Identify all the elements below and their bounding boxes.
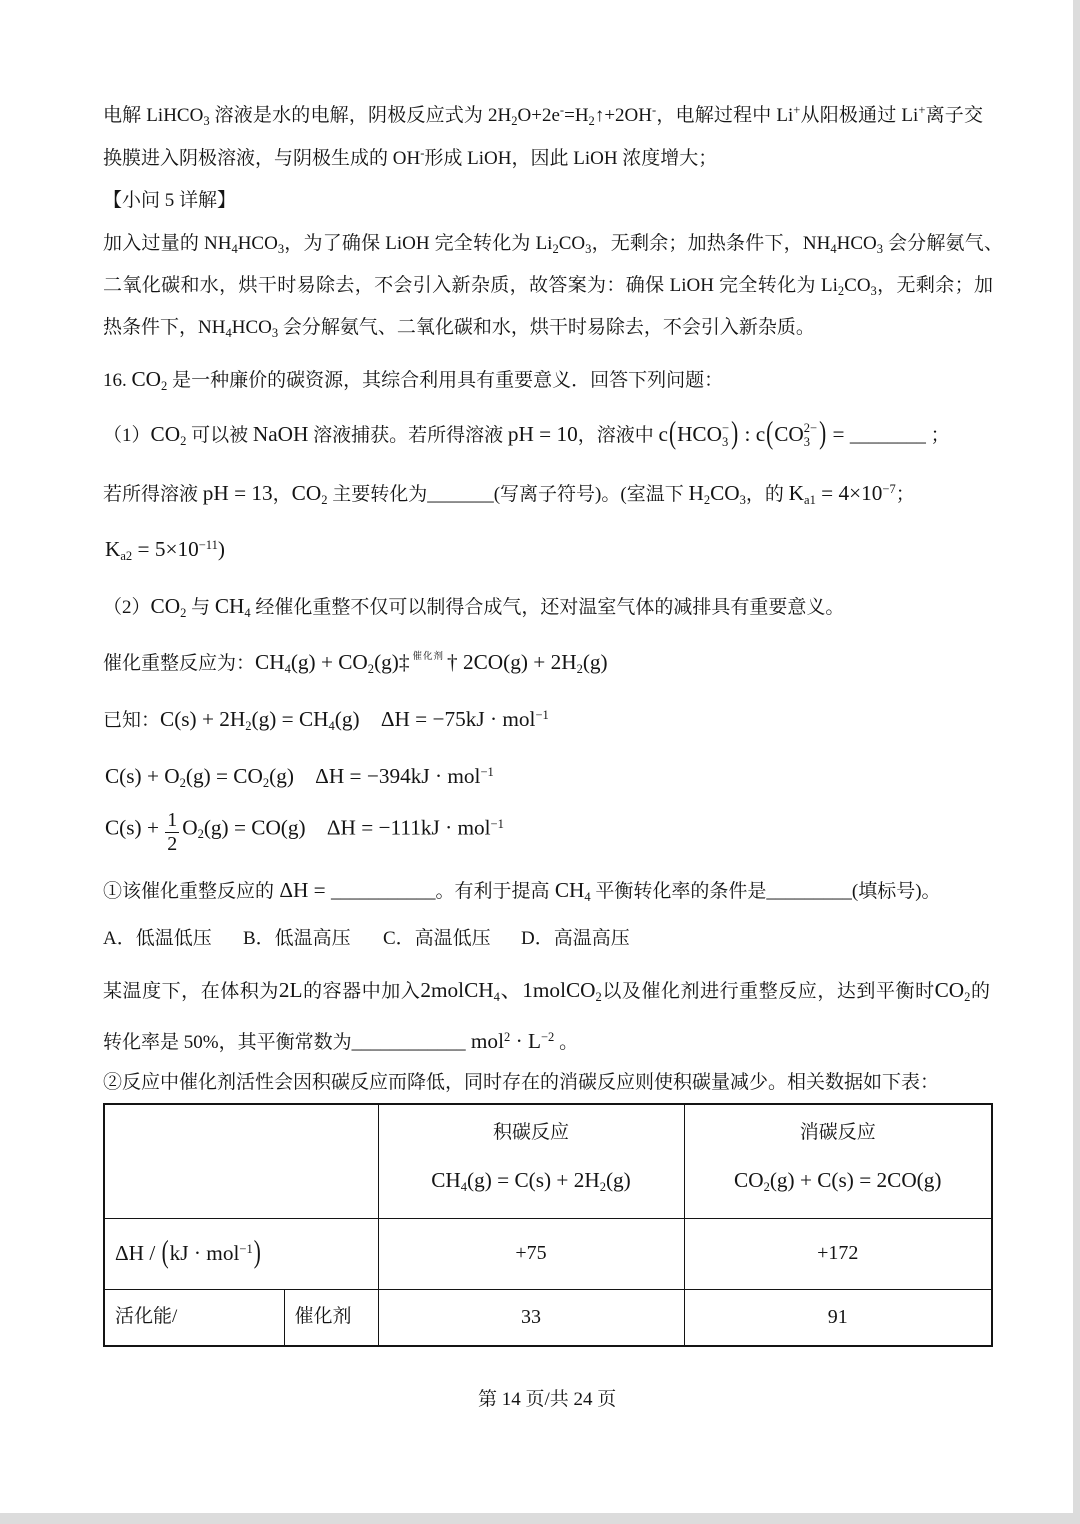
text-run: 催化重整反应为：: [103, 653, 256, 674]
math-text: (g) = CH: [251, 707, 329, 731]
text-run: ，无剩余；加: [876, 275, 993, 296]
math-text: CO: [150, 422, 181, 446]
text-run: HCO: [836, 233, 877, 254]
text-run: 平衡转化率的条件是_________(填标号)。: [590, 881, 941, 902]
catalyst-label: 催化剂: [412, 651, 445, 662]
text-run: HCO: [237, 233, 278, 254]
text-run: O+2e: [517, 105, 560, 126]
text-run: 经催化重整不仅可以制得合成气，还对温室气体的减排具有重要意义。: [250, 597, 845, 618]
math-text: (g): [582, 650, 608, 674]
sub-question-1: [103, 877, 941, 905]
subscript: 4: [225, 326, 232, 340]
math-text: pH = 10: [507, 422, 578, 446]
text-run: 。: [554, 1032, 579, 1053]
superscript: -: [420, 146, 425, 161]
text-run: 转化率是 50%，其平衡常数为____________: [103, 1032, 466, 1053]
math-text: C(s) + 2H: [160, 707, 246, 731]
large-parenthesis: (: [766, 414, 774, 451]
text-run: （1）: [103, 425, 151, 446]
math-text: = 5×10: [132, 537, 199, 561]
subscript: 3: [277, 242, 285, 256]
ion-charge-superscript: −: [721, 421, 730, 436]
subscript: 2: [964, 990, 971, 1004]
table-corner-cell: [104, 1104, 378, 1218]
superscript: −7: [882, 482, 896, 497]
subscript: 2: [599, 1180, 606, 1194]
large-parenthesis: (: [668, 414, 677, 451]
table-row-activation-energy: [104, 1289, 992, 1346]
math-text: 、1molCO: [499, 978, 596, 1002]
subscript: 4: [284, 662, 291, 676]
math-text: (g) + CO: [290, 650, 368, 674]
fraction-numerator: 1: [167, 809, 178, 831]
large-parenthesis: ): [819, 414, 827, 451]
subscript: 2: [262, 776, 270, 790]
text-run: ，无剩余；加热条件下，NH: [591, 233, 831, 254]
subscript: 2: [367, 662, 375, 676]
math-text: ): [217, 537, 225, 561]
math-text: mol: [465, 1029, 504, 1053]
math-text: = 4×10: [815, 481, 883, 505]
subscript: 3: [876, 242, 883, 256]
subscript: 3: [271, 326, 279, 340]
text-run: 溶液捕获。若所得溶液: [308, 425, 508, 446]
superscript: −1: [535, 708, 549, 723]
column-equation: [685, 1165, 992, 1197]
text-run: ↑+2OH: [594, 105, 652, 126]
charge-index-stack: [804, 422, 817, 450]
math-text: CH: [214, 594, 245, 618]
text-run: 若所得溶液: [103, 484, 203, 505]
math-text: O: [182, 815, 198, 840]
text-run: 形成 LiOH，因此 LiOH 浓度增大；: [424, 148, 718, 169]
superscript: −1: [480, 765, 494, 780]
ion-charge-superscript: 2−: [803, 421, 818, 436]
subscript: 3: [585, 242, 592, 256]
math-text: (g) = CO: [185, 764, 263, 788]
large-parenthesis: ): [731, 414, 739, 451]
carbon-reaction-data-table: [103, 1103, 993, 1347]
text-run: ，为了确保 LiOH 完全转化为 Li: [284, 233, 553, 254]
superscript: −1: [239, 1241, 253, 1256]
subscript: 2: [588, 114, 595, 128]
text-run: 可以被: [186, 425, 253, 446]
superscript: -: [559, 103, 565, 118]
math-text: (g) = C(s) + 2H: [467, 1168, 600, 1192]
option-a: A．低温低压: [103, 928, 212, 949]
subscript: 2: [179, 776, 186, 790]
q4-solution-line: [103, 103, 983, 129]
subscript: 4: [244, 606, 251, 620]
text-run: CO: [844, 275, 871, 296]
part-1-question-line: [103, 414, 950, 451]
subscript: 2: [576, 662, 583, 676]
subscript: 3: [203, 114, 210, 128]
text-run: 会分解氨气、二氧化碳和水，烘干时易除去，不会引入新杂质。: [278, 317, 815, 338]
math-text: 2CO(g) + 2H: [457, 650, 577, 674]
q4-solution-line: [103, 146, 717, 172]
math-text: CH: [255, 650, 285, 674]
subscript: 3: [739, 493, 746, 507]
math-text: †: [447, 650, 458, 674]
header-carbon-elimination: [684, 1104, 992, 1218]
column-title: 积碳反应: [492, 1122, 569, 1143]
superscript: -: [651, 103, 657, 118]
math-text: C(s) +: [105, 815, 165, 840]
text-run: ，电解过程中 Li: [656, 105, 794, 126]
math-text: CH: [431, 1168, 461, 1192]
math-text: =: [827, 422, 850, 446]
subscript: 2: [511, 114, 518, 128]
math-text: CO: [774, 422, 804, 446]
atom-count-subscript: 3: [721, 435, 729, 450]
fraction: [165, 809, 179, 856]
math-text: 2L: [278, 978, 303, 1002]
text-run: 电解 LiHCO: [103, 105, 204, 126]
text-run: ________: [849, 425, 926, 446]
page-number-footer: 第 14 页/共 24 页: [478, 1389, 617, 1410]
math-text: C(s) + O: [105, 764, 180, 788]
text-run: ；: [925, 425, 950, 446]
table-cell: 91: [684, 1289, 992, 1346]
question-16-stem: [103, 366, 723, 394]
text-run: 会分解氨气、: [882, 233, 1003, 254]
math-text: kJ · mol: [169, 1240, 240, 1265]
option-c: C．高温低压: [383, 928, 491, 949]
subscript: 2: [180, 606, 187, 620]
subscript: 2: [552, 242, 559, 256]
part-2-intro: [103, 593, 844, 621]
text-run: 已知：: [103, 710, 161, 731]
superscript: 2: [503, 1030, 511, 1045]
subscript: 2: [245, 719, 252, 733]
math-text: : c: [739, 422, 766, 446]
part-1-question-line: [103, 480, 915, 508]
table-cell: +172: [684, 1218, 992, 1289]
math-text: NaOH: [252, 422, 309, 446]
subscript: 2: [703, 493, 711, 507]
text-run: 以及催化剂进行重整反应，达到平衡时: [601, 981, 935, 1002]
q5-solution-line: [103, 273, 993, 299]
text-run: 16.: [103, 370, 132, 391]
option-d: D．高温高压: [521, 928, 630, 949]
subscript: 2: [763, 1180, 770, 1194]
part-1-question-line: [105, 536, 225, 564]
large-parenthesis: ): [253, 1233, 261, 1270]
text-run: 某温度下，在体积为: [103, 981, 279, 1002]
math-text: (g): [605, 1168, 631, 1192]
subscript: 2: [595, 990, 602, 1004]
superscript: −1: [490, 816, 504, 831]
charge-index-stack: [722, 422, 729, 450]
math-text: K: [788, 481, 805, 505]
large-parenthesis: (: [161, 1233, 169, 1270]
math-text: 2molCH: [420, 978, 494, 1002]
known-thermochemical-equation: [103, 706, 549, 734]
math-text: HCO: [677, 422, 722, 446]
atom-count-subscript: 3: [803, 435, 811, 450]
reforming-reaction-equation: [103, 649, 608, 680]
text-run: 与: [186, 597, 215, 618]
row-label-activation-energy: 活化能/: [104, 1289, 284, 1346]
math-text: ΔH =: [274, 878, 331, 902]
math-text: (g): [374, 650, 399, 674]
table-cell: 33: [378, 1289, 684, 1346]
table-cell: +75: [378, 1218, 684, 1289]
subscript: a1: [804, 493, 816, 507]
superscript: −11: [198, 538, 218, 553]
equilibrium-calc-line: [103, 977, 990, 1005]
fraction-denominator: 2: [167, 832, 178, 855]
column-title: 消碳反应: [799, 1122, 876, 1143]
math-text: K: [105, 537, 121, 561]
text-run: 的容器中加入: [302, 981, 421, 1002]
math-text: c: [658, 422, 668, 446]
text-run: 二氧化碳和水，烘干时易除去，不会引入新杂质，故答案为：确保 LiOH 完全转化为 Li: [103, 275, 838, 296]
math-text: pH = 13: [202, 481, 273, 505]
text-run: ，溶液中: [577, 425, 659, 446]
text-run: ___________。有利于提高: [331, 881, 550, 902]
math-text: CO: [150, 594, 181, 618]
text-run: 主要转化为_______(写离子符号)。(室温下: [327, 484, 689, 505]
subscript: 2: [197, 827, 204, 842]
text-run: 换膜进入阴极溶液，与阴极生成的 OH: [103, 148, 421, 169]
text-run: ①该催化重整反应的: [103, 881, 275, 902]
math-text: CH: [549, 878, 585, 902]
text-run: 从阳极通过 Li: [800, 105, 919, 126]
column-equation: [379, 1165, 684, 1197]
text-run: ，: [272, 484, 292, 505]
math-text: (g) + C(s) = 2CO(g): [769, 1168, 942, 1192]
math-text: (g) ΔH = −75kJ · mol: [334, 707, 536, 731]
text-run: HCO: [231, 317, 272, 338]
q5-solution-line: [103, 315, 815, 341]
table-header-row: [104, 1104, 992, 1218]
row-label-enthalpy: [104, 1218, 378, 1289]
math-text: (g) ΔH = −394kJ · mol: [269, 764, 481, 788]
math-text: CO: [710, 481, 740, 505]
text-run: 的: [970, 981, 990, 1002]
text-run: （2）: [103, 597, 151, 618]
text-run: 溶液是水的电解，阴极反应式为 2H: [209, 105, 512, 126]
math-text: (g) = CO(g) ΔH = −111kJ · mol: [203, 815, 491, 840]
math-text: CO: [934, 978, 965, 1002]
subscript: 2: [180, 434, 187, 448]
superscript: −2: [540, 1030, 555, 1045]
math-text: H: [688, 481, 704, 505]
table-row-enthalpy: [104, 1218, 992, 1289]
subscript: 4: [460, 1180, 468, 1194]
known-thermochemical-equation: [105, 763, 494, 791]
math-text: CO: [131, 367, 162, 391]
option-b: B．低温高压: [243, 928, 351, 949]
sub-question-2-intro: ②反应中催化剂活性会因积碳反应而降低，同时存在的消碳反应则使积碳量减少。相关数据如下表：: [103, 1072, 940, 1093]
math-text: CO: [291, 481, 322, 505]
answer-options: [0, 926, 1000, 952]
text-run: 是一种廉价的碳资源，其综合利用具有重要意义．回答下列问题：: [167, 370, 724, 391]
subscript: 2: [837, 284, 845, 298]
q5-solution-line: [103, 231, 1003, 257]
math-text: · L: [510, 1029, 541, 1053]
subscript: 2: [161, 379, 168, 393]
text-run: ；: [895, 484, 915, 505]
equilibrium-calc-line: [103, 1028, 578, 1056]
subscript: 4: [493, 990, 500, 1004]
math-text: ΔH /: [115, 1240, 161, 1265]
superscript: +: [793, 103, 801, 118]
text-run: CO: [558, 233, 586, 254]
math-text: ‡: [398, 650, 410, 674]
math-text: CO: [734, 1168, 764, 1192]
text-run: 加入过量的 NH: [103, 233, 232, 254]
subscript: 3: [870, 284, 877, 298]
superscript: +: [918, 103, 926, 118]
header-carbon-deposition: [378, 1104, 684, 1218]
text-run: 热条件下，NH: [103, 317, 226, 338]
subscript: 4: [231, 242, 238, 256]
subscript: 4: [584, 890, 591, 904]
row-sublabel-catalyst: 催化剂: [284, 1289, 378, 1346]
known-thermochemical-equation: [105, 809, 504, 856]
text-run: =H: [564, 105, 589, 126]
subscript: a2: [120, 549, 133, 563]
text-run: 离子交: [925, 105, 983, 126]
subscript: 4: [830, 242, 837, 256]
text-run: ，的: [745, 484, 789, 505]
subscript: 2: [321, 493, 328, 507]
subscript: 4: [328, 719, 335, 733]
q5-heading: 【小问 5 详解】: [103, 190, 237, 211]
